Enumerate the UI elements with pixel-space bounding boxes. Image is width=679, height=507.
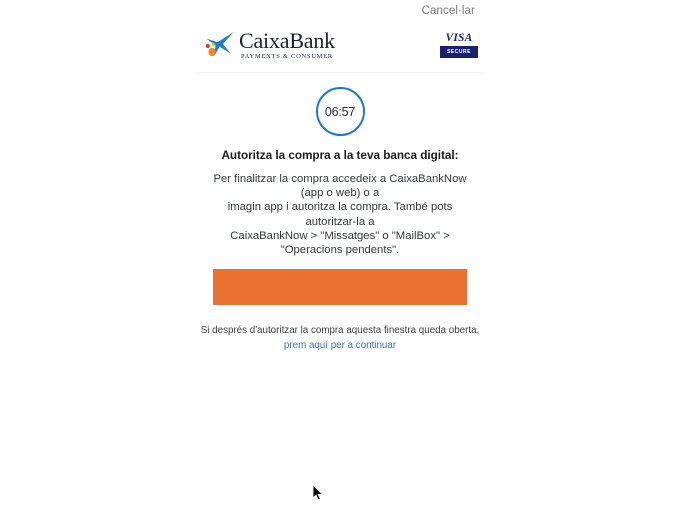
- mouse-cursor-icon: [312, 484, 324, 502]
- brand-name: CaixaBank: [239, 28, 335, 53]
- instructions-line: CaixaBankNow > "Missatges" o "MailBox" > "Operacions pendents".: [230, 229, 450, 257]
- instructions-line: imagin app i autoritza la compra. També pots autoritzar-la a: [227, 201, 453, 228]
- instructions-paragraph: [196, 172, 484, 257]
- caixabank-starfish-icon: [204, 29, 236, 59]
- caixabank-wordmark: [239, 29, 335, 60]
- cancel-button[interactable]: Cancel·lar: [421, 5, 475, 17]
- visa-secure-label: SECURE: [440, 46, 478, 58]
- continue-link[interactable]: prem aquí per a continuar: [283, 340, 397, 352]
- brand-tagline: PAYMENTS & CONSUMER: [241, 53, 333, 60]
- instructions-line: Per finalitzar la compra accedeix a CaixaBankNow (app o web) o a: [213, 173, 467, 200]
- footer-note-text: Si després d'autoritzar la compra aquesta finestra queda oberta,: [200, 325, 480, 337]
- countdown-timer: 06:57: [316, 87, 365, 136]
- payment-authorization-page: [196, 26, 484, 353]
- top-cancel-bar: [0, 0, 679, 26]
- page-title: Autoritza la compra a la teva banca digital:: [221, 148, 459, 162]
- visa-secure-badge: [440, 32, 478, 58]
- visa-logo: VISA: [445, 32, 473, 44]
- footer-note: [196, 324, 484, 353]
- authorize-banner[interactable]: [213, 269, 467, 305]
- brand-header: [196, 26, 484, 73]
- countdown-timer-row: [196, 87, 484, 136]
- caixabank-logo: [204, 29, 335, 60]
